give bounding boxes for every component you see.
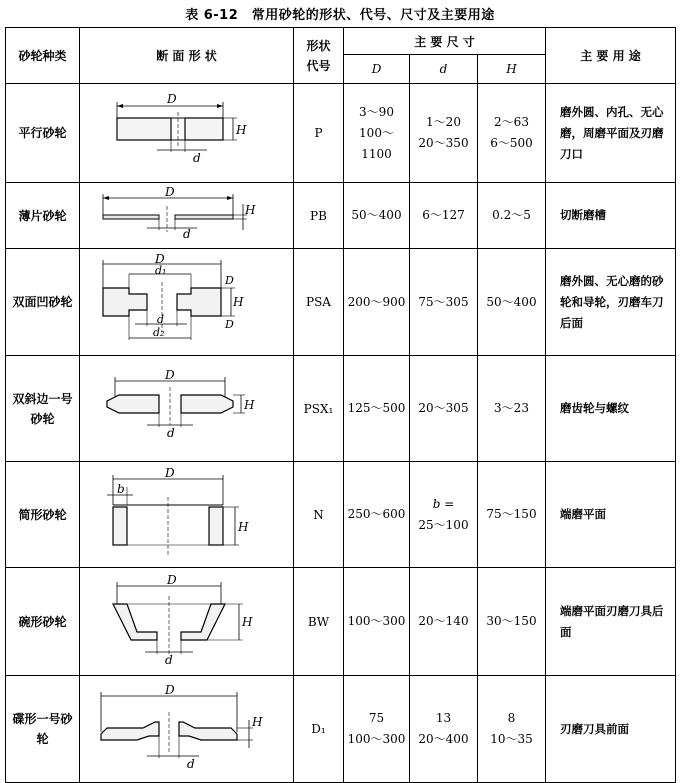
dim-label-d: d — [192, 151, 201, 165]
parallel-wheel-section — [87, 88, 287, 178]
table-row — [6, 249, 676, 356]
dim-label-d1: d₁ — [154, 264, 166, 277]
dim-H-cell: 50～400 — [478, 249, 546, 356]
dim-D-cell — [344, 84, 410, 183]
table-row — [6, 356, 676, 462]
main-use: 刃磨刀具前面 — [546, 676, 676, 783]
dim-H-cell — [478, 676, 546, 783]
dim-label-D-recess-lower: D — [224, 318, 234, 331]
shape-code: N — [294, 462, 344, 568]
thin-wheel-section — [87, 186, 287, 246]
dim-label-d2: d₂ — [152, 326, 164, 339]
header-dims: 主 要 尺 寸 — [344, 28, 546, 55]
section-diagram — [80, 84, 294, 183]
section-diagram — [80, 676, 294, 783]
dim-label-H: H — [243, 397, 254, 412]
dim-label-H: H — [237, 519, 248, 534]
dim-label-D: D — [164, 185, 175, 199]
dim-label-D: D — [164, 368, 175, 382]
dim-label-H: H — [232, 295, 243, 309]
dim-label-H: H — [251, 715, 262, 729]
dim-label-d: d — [156, 313, 164, 326]
double-recess-wheel-section — [87, 252, 287, 352]
dim-d-cell: 20～140 — [410, 568, 478, 676]
cylinder-wheel-section — [87, 467, 287, 563]
dim-D-cell: 250～600 — [344, 462, 410, 568]
dim-D-cell: 100～300 — [344, 568, 410, 676]
dish-wheel-section — [87, 684, 287, 774]
bowl-wheel-section — [87, 574, 287, 670]
table-row — [6, 183, 676, 249]
main-use: 磨外圆、内孔、无心磨，周磨平面及刃磨刀口 — [546, 84, 676, 183]
header-code-line1: 形状 — [306, 38, 331, 53]
header-dim-d: d — [410, 55, 478, 84]
dim-label-D-recess: D — [224, 274, 234, 287]
dim-label-H: H — [244, 202, 255, 217]
dim-d-cell — [410, 676, 478, 783]
dim-H-value: 6～500 — [490, 136, 533, 150]
dim-d-cell — [410, 84, 478, 183]
dim-d-cell: 20～305 — [410, 356, 478, 462]
dim-d-value: b = — [432, 496, 455, 511]
dim-D-cell: 125～500 — [344, 356, 410, 462]
section-diagram — [80, 568, 294, 676]
main-use: 端磨平面刃磨刀具后面 — [546, 568, 676, 676]
header-dim-H: H — [478, 55, 546, 84]
dim-label-H: H — [241, 614, 252, 629]
dim-d-cell: 75～305 — [410, 249, 478, 356]
wheel-name: 简形砂轮 — [6, 462, 80, 568]
double-bevel-wheel-section — [87, 369, 287, 449]
dim-H-cell: 75～150 — [478, 462, 546, 568]
dim-H-value: 2～63 — [494, 115, 529, 129]
dim-label-b: b — [116, 481, 125, 496]
dim-D-cell: 50～400 — [344, 183, 410, 249]
grinding-wheel-table — [5, 27, 676, 783]
shape-code: P — [294, 84, 344, 183]
dim-d-value: 13 — [435, 711, 452, 725]
dim-d-value: 20～400 — [418, 732, 469, 746]
main-use: 切断磨槽 — [546, 183, 676, 249]
dim-label-D: D — [164, 684, 175, 697]
dim-d-cell: 6～127 — [410, 183, 478, 249]
dim-D-value: 3～90 — [359, 104, 394, 119]
dim-d-cell — [410, 462, 478, 568]
table-row — [6, 568, 676, 676]
header-use: 主 要 用 途 — [546, 28, 676, 84]
table-row — [6, 676, 676, 783]
wheel-name: 薄片砂轮 — [6, 183, 80, 249]
shape-code: PSA — [294, 249, 344, 356]
dim-d-value: 20～350 — [418, 136, 469, 150]
main-use: 端磨平面 — [546, 462, 676, 568]
dim-label-d: d — [182, 226, 191, 241]
header-dim-D: D — [344, 55, 410, 84]
table-row — [6, 462, 676, 568]
section-diagram — [80, 356, 294, 462]
header-shape: 断 面 形 状 — [80, 28, 294, 84]
dim-label-H: H — [235, 123, 246, 137]
header-name: 砂轮种类 — [6, 28, 80, 84]
shape-code: PB — [294, 183, 344, 249]
section-diagram — [80, 183, 294, 249]
dim-H-cell — [478, 84, 546, 183]
shape-code: BW — [294, 568, 344, 676]
dim-H-cell: 0.2～5 — [478, 183, 546, 249]
dim-D-value: 100～1100 — [359, 125, 394, 161]
table-row — [6, 84, 676, 183]
dim-H-cell: 30～150 — [478, 568, 546, 676]
dim-d-value: 1～20 — [426, 115, 461, 129]
wheel-name: 平行砂轮 — [6, 84, 80, 183]
shape-code: PSX₁ — [294, 356, 344, 462]
dim-label-d: d — [164, 652, 173, 667]
dim-label-D: D — [164, 466, 175, 480]
dim-H-cell: 3～23 — [478, 356, 546, 462]
wheel-name: 双斜边一号砂轮 — [6, 356, 80, 462]
dim-label-D: D — [166, 92, 177, 106]
dim-label-D: D — [166, 573, 177, 587]
dim-label-d: d — [186, 757, 195, 771]
section-diagram — [80, 249, 294, 356]
dim-D-cell: 200～900 — [344, 249, 410, 356]
dim-label-d: d — [166, 425, 175, 440]
wheel-name: 碟形一号砂轮 — [6, 676, 80, 783]
dim-H-value: 8 — [507, 711, 516, 725]
dim-D-value: 75 — [368, 711, 385, 725]
shape-code: D₁ — [294, 676, 344, 783]
wheel-name: 碗形砂轮 — [6, 568, 80, 676]
section-diagram — [80, 462, 294, 568]
header-code — [294, 28, 344, 84]
dim-H-value: 10～35 — [490, 732, 533, 746]
main-use: 磨齿轮与螺纹 — [546, 356, 676, 462]
dim-d-value: 25～100 — [418, 517, 469, 532]
table-title: 表 6-12 常用砂轮的形状、代号、尺寸及主要用途 — [185, 8, 495, 23]
wheel-name: 双面凹砂轮 — [6, 249, 80, 356]
dim-D-value: 100～300 — [347, 732, 406, 746]
dim-D-cell — [344, 676, 410, 783]
dim-label-D: D — [154, 252, 165, 266]
main-use: 磨外圆、无心磨的砂轮和导轮，刃磨车刀后面 — [546, 249, 676, 356]
header-code-line2: 代号 — [306, 58, 331, 73]
